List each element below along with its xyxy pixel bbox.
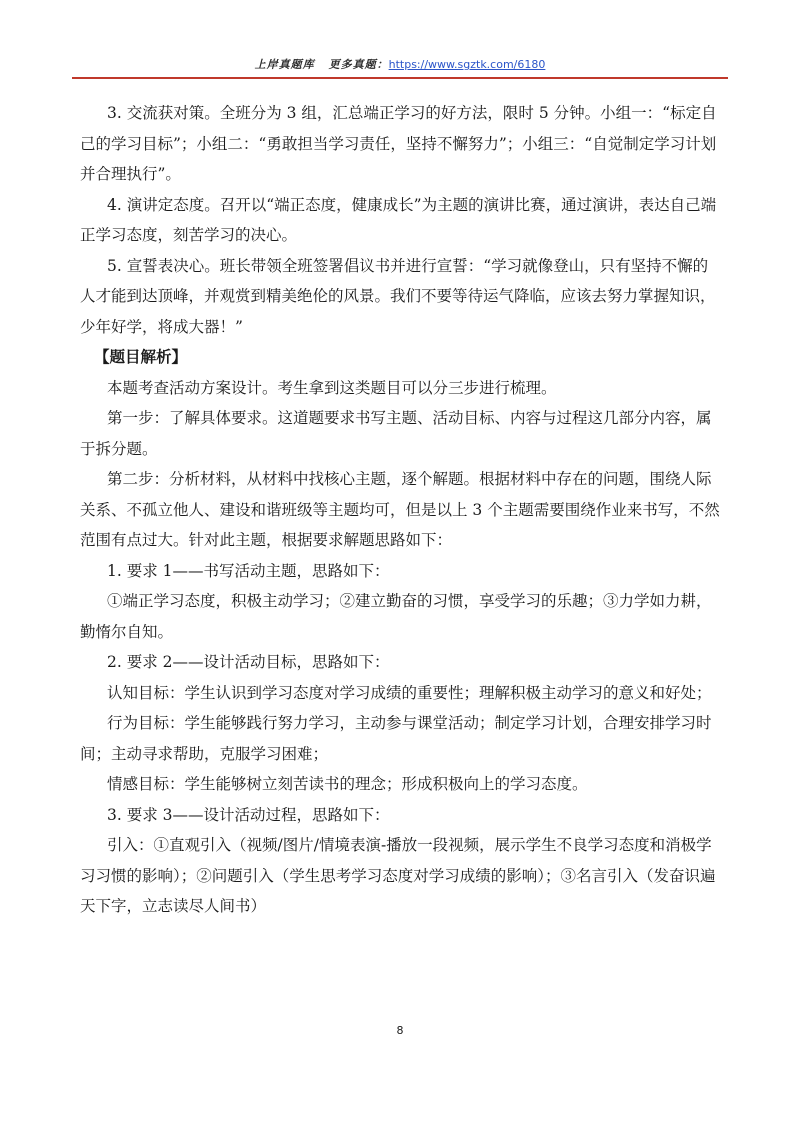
cognitive-goal: 认知目标：学生认识到学习态度对学习成绩的重要性；理解积极主动学习的意义和好处； <box>107 683 712 702</box>
document-body <box>80 98 720 922</box>
introduction-content: 引入：①直观引入（视频/图片/情境表演-播放一段视频，展示学生不良学习态度和消极学习习惯的影响）；②问题引入（学生思考学习态度对学习成绩的影响）；③名言引入（发奋识遍天下字，立志读尽人间书） <box>80 836 716 915</box>
paragraph-step-4: 4. 演讲定态度。召开以“端正态度，健康成长”为主题的演讲比赛，通过演讲，表达自己端正学习态度，刻苦学习的决心。 <box>80 195 717 244</box>
paragraph-step-5: 5. 宣誓表决心。班长带领全班签署倡议书并进行宣誓：“学习就像登山，只有坚持不懈的人才能到达顶峰，并观赏到精美绝伦的风景。我们不要等待运气降临，应该去努力掌握知识，少年好学，将成大器！” <box>80 256 716 336</box>
requirement-2-title: 2. 要求 2——设计活动目标，思路如下： <box>107 653 390 671</box>
requirement-3-title: 3. 要求 3——设计活动过程，思路如下： <box>107 805 390 824</box>
behavior-goal: 行为目标：学生能够践行努力学习，主动参与课堂活动；制定学习计划，合理安排学习时间；主动寻求帮助，克服学习困难； <box>80 714 712 763</box>
requirement-1-title: 1. 要求 1——书写活动主题，思路如下： <box>107 561 390 580</box>
requirement-1-content: ①端正学习态度，积极主动学习；②建立勤奋的习惯，享受学习的乐趣；③力学如力耕，勤惰尔自知。 <box>80 592 712 641</box>
paragraph-intro: 本题考查活动方案设计。考生拿到这类题目可以分三步进行梳理。 <box>107 378 557 397</box>
header-divider <box>72 77 728 79</box>
page-number: 8 <box>396 1024 404 1037</box>
paragraph-first-step: 第一步：了解具体要求。这道题要求书写主题、活动目标、内容与过程这几部分内容，属于拆分题。 <box>80 409 712 458</box>
more-label: 更多真题： <box>328 58 389 71</box>
site-link[interactable]: https://www.sgztk.com/6180 <box>388 58 546 71</box>
paragraph-second-step: 第二步：分析材料，从材料中找核心主题，逐个解题。根据材料中存在的问题，围绕人际关系、不孤立他人、建设和谐班级等主题均可，但是以上 3 个主题需要围绕作业来书写，不然范围有点过大。针对此主题，根据要求解题思路如下： <box>80 470 720 549</box>
paragraph-step-3: 3. 交流获对策。全班分为 3 组，汇总端正学习的好方法，限时 5 分钟。小组一：“标定自己的学习目标”；小组二：“勇敢担当学习责任，坚持不懈努力”；小组三：“自觉制定学习计划并合理执行”。 <box>80 104 717 183</box>
section-heading: 【题目解析】 <box>94 348 188 366</box>
page-header <box>72 54 728 76</box>
site-name: 上岸真题库 <box>254 58 315 71</box>
emotion-goal: 情感目标：学生能够树立刻苦读书的理念；形成积极向上的学习态度。 <box>107 775 588 793</box>
